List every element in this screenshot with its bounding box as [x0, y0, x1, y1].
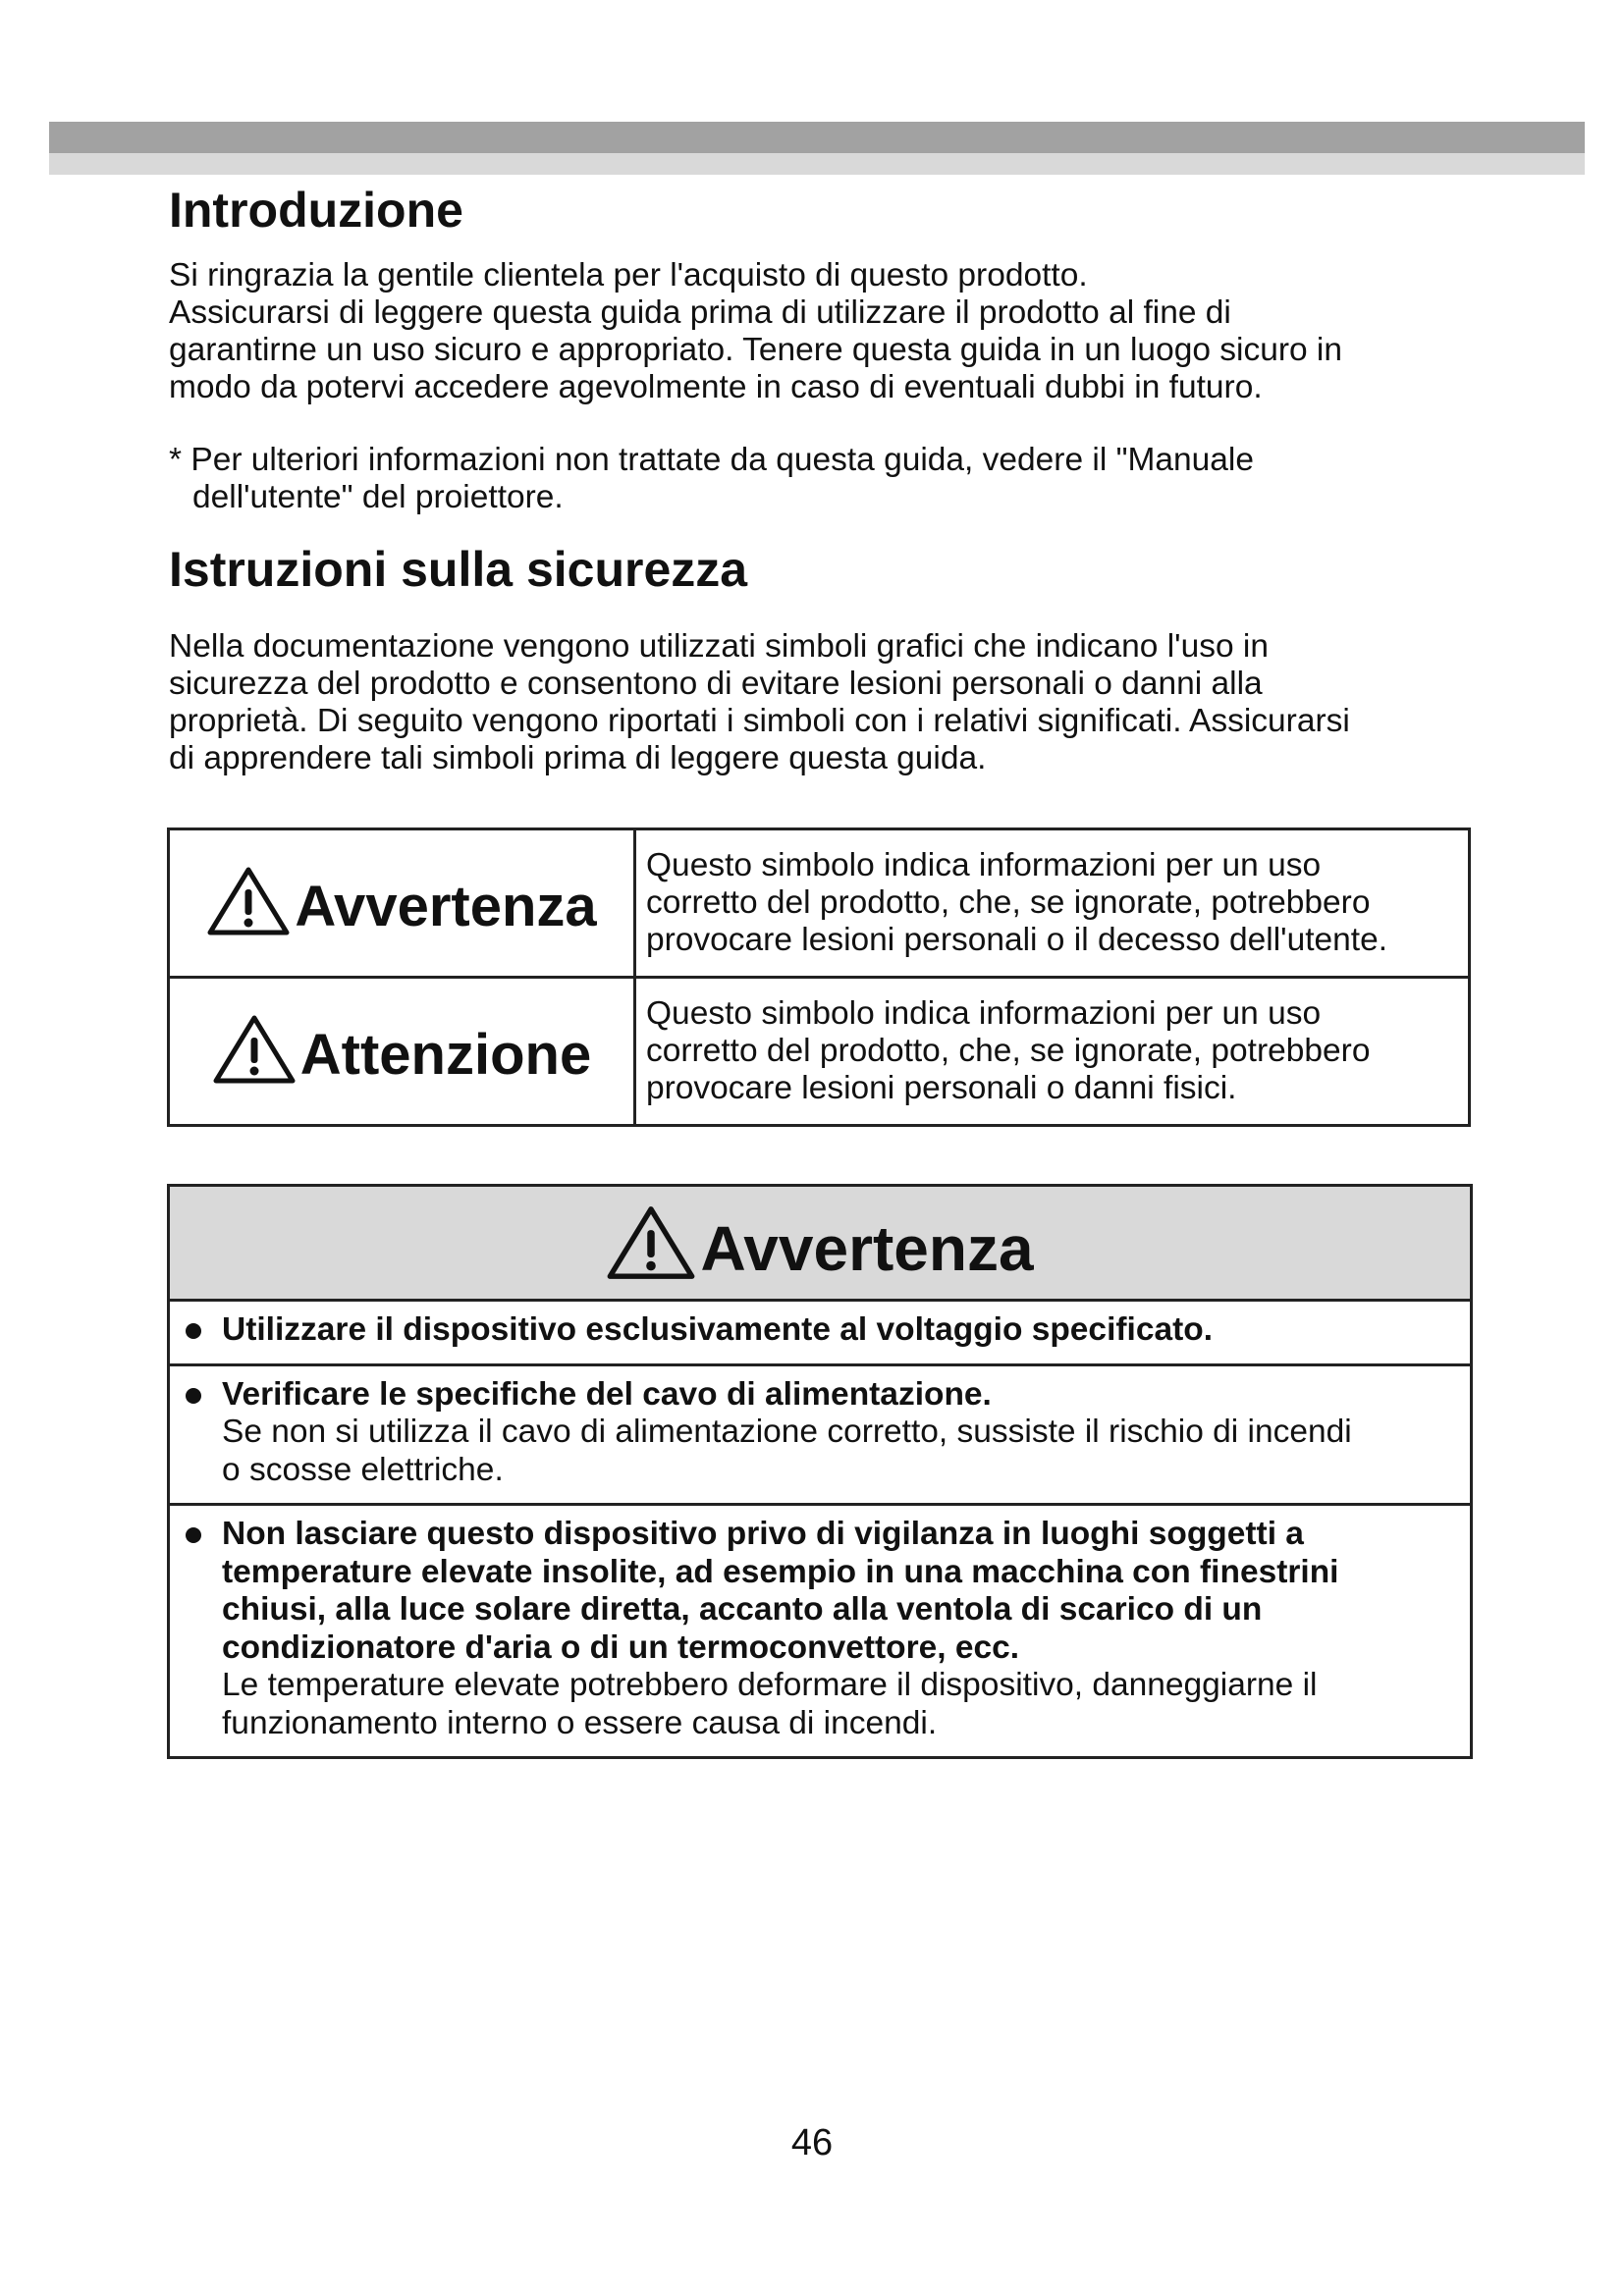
- description-line: corretto del prodotto, che, se ignorate, potrebbero: [646, 1033, 1371, 1069]
- symbol-label: [212, 1014, 591, 1085]
- symbol-cell: [169, 829, 635, 978]
- bullet-icon: [186, 1388, 201, 1404]
- warning-box-title: [606, 1204, 1034, 1284]
- warning-item: [170, 1506, 1470, 1756]
- warning-item-heading: Non lasciare questo dispositivo privo di vigilanza in luoghi soggetti a: [222, 1516, 1304, 1552]
- note-line: dell'utente" del proiettore.: [192, 479, 564, 515]
- warning-box: [167, 1184, 1473, 1759]
- warning-item-heading: Utilizzare il dispositivo esclusivamente al voltaggio specificato.: [222, 1311, 1214, 1348]
- intro-line: Assicurarsi di leggere questa guida prima di utilizzare il prodotto al fine di: [169, 294, 1231, 331]
- page-number: 46: [790, 2122, 834, 2163]
- intro-line: modo da potervi accedere agevolmente in caso di eventuali dubbi in futuro.: [169, 369, 1263, 405]
- header-bar-shadow: [49, 153, 1585, 175]
- intro-line: garantirne un uso sicuro e appropriato. Tenere questa guida in un luogo sicuro in: [169, 332, 1343, 368]
- warning-item-text: Le temperature elevate potrebbero deformare il dispositivo, danneggiarne il: [222, 1667, 1318, 1703]
- description-line: provocare lesioni personali o il decesso dell'utente.: [646, 922, 1388, 958]
- symbol-cell: [169, 978, 635, 1126]
- symbol-label-text: Attenzione: [299, 1022, 592, 1087]
- warning-box-header: [170, 1187, 1470, 1302]
- warning-triangle-icon: [606, 1204, 696, 1281]
- safety-paragraph: [169, 628, 1485, 777]
- warning-item-text: Se non si utilizza il cavo di alimentazione corretto, sussiste il rischio di incendi: [222, 1414, 1352, 1450]
- warning-box-title-text: Avvertenza: [700, 1213, 1034, 1284]
- bullet-icon: [186, 1527, 201, 1543]
- warning-item: [170, 1366, 1470, 1507]
- description-line: Questo simbolo indica informazioni per un uso: [646, 995, 1322, 1032]
- bullet-icon: [186, 1323, 201, 1339]
- intro-paragraph: [169, 257, 1485, 406]
- intro-title: Introduzione: [169, 183, 463, 238]
- symbol-label-text: Avvertenza: [295, 874, 597, 938]
- warning-triangle-icon: [206, 866, 291, 936]
- symbol-label: [206, 866, 596, 936]
- safety-line: Nella documentazione vengono utilizzati simboli grafici che indicano l'uso in: [169, 628, 1269, 665]
- note-line: * Per ulteriori informazioni non trattate da questa guida, vedere il "Manuale: [169, 442, 1254, 478]
- warning-item-heading: chiusi, alla luce solare diretta, accanto alla ventola di scarico di un: [222, 1591, 1263, 1628]
- description-line: provocare lesioni personali o danni fisici.: [646, 1070, 1237, 1106]
- warning-item-heading: temperature elevate insolite, ad esempio in una macchina con finestrini: [222, 1553, 1339, 1590]
- description-line: Questo simbolo indica informazioni per un uso: [646, 847, 1322, 883]
- warning-item-heading: condizionatore d'aria o di un termoconvettore, ecc.: [222, 1629, 1020, 1666]
- symbol-row-caution: [169, 978, 1470, 1126]
- warning-item: [170, 1302, 1470, 1366]
- symbol-description: [635, 978, 1470, 1126]
- safety-line: sicurezza del prodotto e consentono di evitare lesioni personali o danni alla: [169, 666, 1263, 702]
- caution-triangle-icon: [212, 1014, 297, 1085]
- safety-line: di apprendere tali simboli prima di leggere questa guida.: [169, 740, 987, 776]
- intro-note: [169, 442, 1485, 516]
- symbol-row-warning: [169, 829, 1470, 978]
- header-bar: [49, 122, 1585, 153]
- symbol-table: [167, 828, 1471, 1127]
- description-line: corretto del prodotto, che, se ignorate, potrebbero: [646, 884, 1371, 921]
- warning-item-text: o scosse elettriche.: [222, 1451, 504, 1488]
- intro-line: Si ringrazia la gentile clientela per l'acquisto di questo prodotto.: [169, 257, 1088, 294]
- warning-item-heading: Verificare le specifiche del cavo di alimentazione.: [222, 1375, 992, 1413]
- warning-item-text: funzionamento interno o essere causa di incendi.: [222, 1704, 938, 1741]
- safety-line: proprietà. Di seguito vengono riportati i simboli con i relativi significati. Assicurarsi: [169, 703, 1350, 739]
- safety-title: Istruzioni sulla sicurezza: [169, 542, 748, 597]
- symbol-description: [635, 829, 1470, 978]
